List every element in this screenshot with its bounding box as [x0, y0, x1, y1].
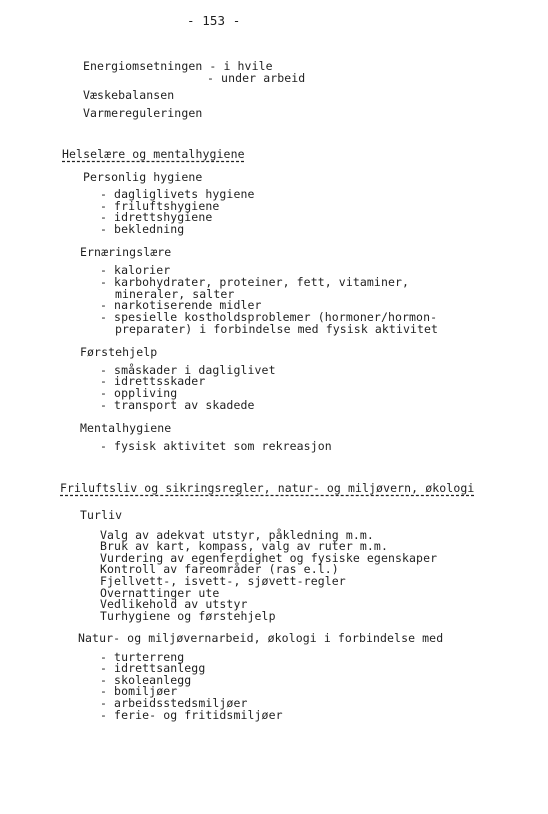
list-item: - narkotiserende midler [100, 298, 262, 312]
text-line: Turhygiene og førstehjelp [100, 609, 276, 623]
list-item: - småskader i dagliglivet [100, 363, 276, 377]
text-line: Varmereguleringen [83, 106, 203, 120]
list-item: preparater) i forbindelse med fysisk aktivitet [115, 322, 439, 336]
list-item: mineraler, salter [115, 287, 235, 301]
list-item: - transport av skadede [100, 398, 255, 412]
list-item: - idrettshygiene [100, 210, 213, 224]
list-item: - dagliglivets hygiene [100, 187, 255, 201]
list-item: - arbeidsstedsmiljøer [100, 696, 248, 710]
list-item: - fysisk aktivitet som rekreasjon [100, 439, 332, 453]
text-line: Bruk av kart, kompass, valg av ruter m.m. [100, 539, 388, 553]
text-line: Vurdering av egenferdighet og fysiske egenskaper [100, 551, 438, 565]
list-item: - skoleanlegg [100, 673, 192, 687]
list-item: - bekledning [100, 222, 185, 236]
list-item: - friluftshygiene [100, 199, 220, 213]
text-line: Væskebalansen [83, 88, 175, 102]
text-line: Natur- og miljøvernarbeid, økologi i forbindelse med [78, 631, 444, 645]
list-item: - idrettsanlegg [100, 661, 206, 675]
text-line: Ernæringslære [80, 245, 172, 259]
text-line: - under arbeid [207, 71, 306, 85]
section-heading: Helselære og mentalhygiene [62, 147, 245, 161]
list-item: - bomiljøer [100, 684, 178, 698]
list-item: - oppliving [100, 386, 178, 400]
list-item: - ferie- og fritidsmiljøer [100, 708, 283, 722]
list-item: - kalorier [100, 263, 171, 277]
text-line: Overnattinger ute [100, 586, 220, 600]
text-line: Fjellvett-, isvett-, sjøvett-regler [100, 574, 346, 588]
text-line: Mentalhygiene [80, 421, 172, 435]
text-line: Vedlikehold av utstyr [100, 597, 248, 611]
list-item: - karbohydrater, proteiner, fett, vitaminer, [100, 275, 410, 289]
page-number: - 153 - [187, 13, 241, 28]
list-item: - spesielle kostholdsproblemer (hormoner/hormon- [100, 310, 438, 324]
list-item: - turterreng [100, 650, 185, 664]
section-heading: Friluftsliv og sikringsregler, natur- og miljøvern, økologi [60, 481, 475, 495]
list-item: - idrettsskader [100, 374, 206, 388]
text-line: Turliv [80, 508, 123, 522]
text-line: Valg av adekvat utstyr, påkledning m.m. [100, 528, 374, 542]
text-line: Kontroll av fareområder (ras e.l.) [100, 562, 339, 576]
text-line: Personlig hygiene [83, 170, 203, 184]
text-line: Førstehjelp [80, 345, 158, 359]
text-line: Energiomsetningen - i hvile [83, 59, 273, 73]
